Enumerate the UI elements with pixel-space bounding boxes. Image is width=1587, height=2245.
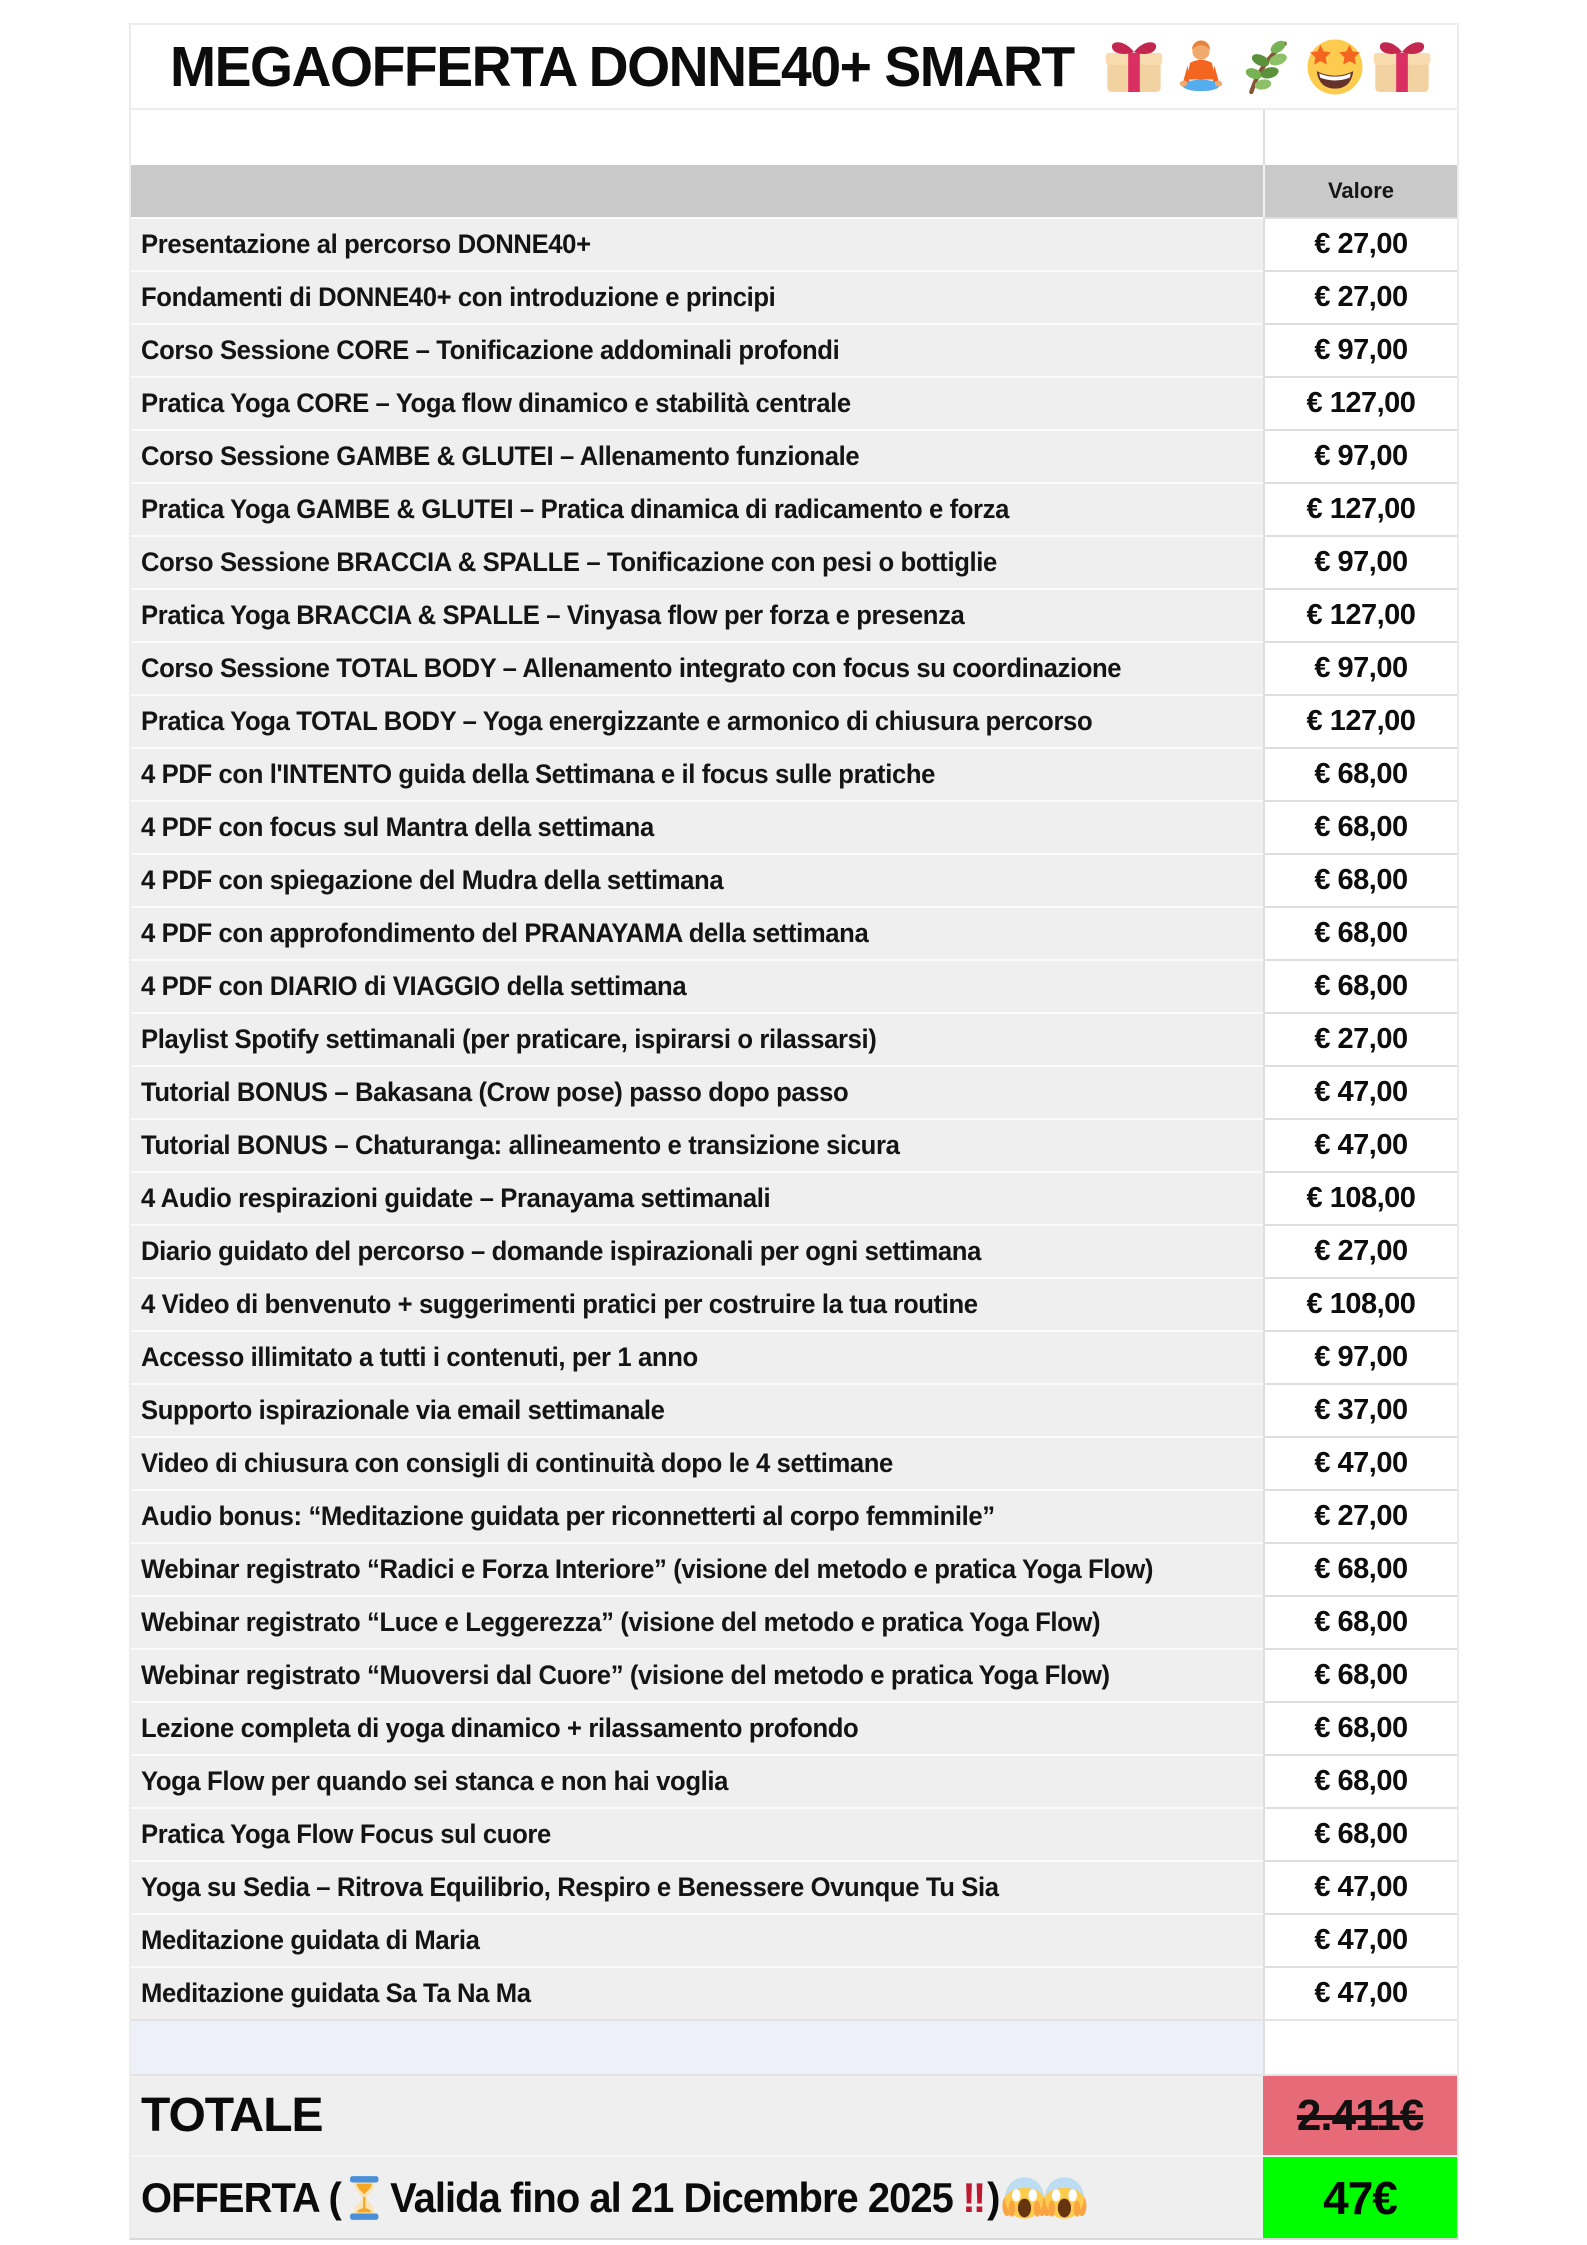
item-value-cell xyxy=(1263,1383,1457,1436)
item-value-cell xyxy=(1263,906,1457,959)
table-row xyxy=(131,535,1457,588)
page-title: MEGAOFFERTA DONNE40+ SMART xyxy=(170,34,1074,99)
item-label-cell xyxy=(131,1436,1263,1489)
item-value-cell xyxy=(1263,747,1457,800)
spacer-cell xyxy=(131,2019,1263,2074)
table-row xyxy=(131,1436,1457,1489)
table-row xyxy=(131,1807,1457,1860)
item-label: Diario guidato del percorso – domande ispirazionali per ogni settimana xyxy=(141,1236,981,1266)
item-value: € 97,00 xyxy=(1314,334,1408,366)
table-row xyxy=(131,1065,1457,1118)
table-row xyxy=(131,694,1457,747)
item-value: € 47,00 xyxy=(1314,1076,1408,1108)
item-label-cell xyxy=(131,1966,1263,2019)
total-label-cell xyxy=(131,2074,1263,2155)
item-label-cell xyxy=(131,747,1263,800)
item-label-cell xyxy=(131,535,1263,588)
item-label: Pratica Yoga BRACCIA & SPALLE – Vinyasa flow per forza e presenza xyxy=(141,600,965,630)
scream-icon xyxy=(1047,2174,1087,2222)
item-label: Corso Sessione GAMBE & GLUTEI – Allenamento funzionale xyxy=(141,441,860,471)
item-value: € 68,00 xyxy=(1314,1765,1408,1797)
item-value: € 27,00 xyxy=(1314,228,1408,260)
table-row xyxy=(131,853,1457,906)
item-label-cell xyxy=(131,641,1263,694)
item-label: Supporto ispirazionale via email settimanale xyxy=(141,1395,665,1425)
item-value: € 97,00 xyxy=(1314,440,1408,472)
title-icons xyxy=(1104,37,1432,97)
table-row xyxy=(131,1701,1457,1754)
item-label: Tutorial BONUS – Bakasana (Crow pose) passo dopo passo xyxy=(141,1077,849,1107)
item-label: 4 PDF con spiegazione del Mudra della settimana xyxy=(141,865,724,895)
item-label-cell xyxy=(131,1330,1263,1383)
offer-price: 47€ xyxy=(1323,2171,1397,2224)
item-label-cell xyxy=(131,1383,1263,1436)
item-label-cell xyxy=(131,1542,1263,1595)
table-row xyxy=(131,1913,1457,1966)
item-value: € 68,00 xyxy=(1314,917,1408,949)
offer-prefix: OFFERTA ( xyxy=(141,2173,341,2221)
star-struck-icon xyxy=(1305,37,1365,97)
spacer-row xyxy=(131,110,1457,165)
item-label: Fondamenti di DONNE40+ con introduzione e principi xyxy=(141,282,776,312)
item-label: Lezione completa di yoga dinamico + rilassamento profondo xyxy=(141,1713,859,1743)
offer-line xyxy=(141,2174,1087,2222)
item-value: € 27,00 xyxy=(1314,1500,1408,1532)
item-value-cell xyxy=(1263,1807,1457,1860)
total-value-strikethrough: 2.411€ xyxy=(1296,2090,1424,2140)
item-value: € 127,00 xyxy=(1306,493,1416,525)
lavender-spacer-row xyxy=(131,2019,1457,2074)
spacer-cell xyxy=(1263,110,1457,165)
item-value: € 47,00 xyxy=(1314,1924,1408,1956)
item-value: € 47,00 xyxy=(1314,1871,1408,1903)
item-value-cell xyxy=(1263,588,1457,641)
table-row xyxy=(131,1171,1457,1224)
item-label: Webinar registrato “Muoversi dal Cuore” (visione del metodo e pratica Yoga Flow) xyxy=(141,1660,1110,1690)
item-value: € 68,00 xyxy=(1314,970,1408,1002)
item-label-cell xyxy=(131,1224,1263,1277)
total-row xyxy=(131,2074,1457,2155)
item-value-cell xyxy=(1263,1171,1457,1224)
item-value: € 97,00 xyxy=(1314,652,1408,684)
item-label-cell xyxy=(131,1118,1263,1171)
item-value-cell xyxy=(1263,376,1457,429)
item-label-cell xyxy=(131,482,1263,535)
item-label-cell xyxy=(131,1913,1263,1966)
item-label: Video di chiusura con consigli di continuità dopo le 4 settimane xyxy=(141,1448,893,1478)
offer-suffix: ) xyxy=(987,2173,1000,2221)
item-value: € 97,00 xyxy=(1314,1341,1408,1373)
item-value-cell xyxy=(1263,482,1457,535)
item-label: 4 PDF con l'INTENTO guida della Settimana e il focus sulle pratiche xyxy=(141,759,936,789)
table-row xyxy=(131,1542,1457,1595)
table-row xyxy=(131,1489,1457,1542)
item-label: Yoga su Sedia – Ritrova Equilibrio, Respiro e Benessere Ovunque Tu Sia xyxy=(141,1872,999,1902)
table-row xyxy=(131,1966,1457,2019)
item-value-cell xyxy=(1263,323,1457,376)
item-value-cell xyxy=(1263,1118,1457,1171)
item-label-cell xyxy=(131,1648,1263,1701)
item-value-cell xyxy=(1263,1648,1457,1701)
item-label: 4 PDF con focus sul Mantra della settimana xyxy=(141,812,654,842)
item-value: € 108,00 xyxy=(1306,1288,1416,1320)
offer-row xyxy=(131,2155,1457,2238)
item-value: € 68,00 xyxy=(1314,1659,1408,1691)
item-value: € 68,00 xyxy=(1314,1553,1408,1585)
spacer-cell xyxy=(1263,2019,1457,2074)
item-label: Pratica Yoga TOTAL BODY – Yoga energizzante e armonico di chiusura percorso xyxy=(141,706,1093,736)
item-value-cell xyxy=(1263,1436,1457,1489)
item-label: Pratica Yoga Flow Focus sul cuore xyxy=(141,1819,551,1849)
item-label: 4 PDF con approfondimento del PRANAYAMA della settimana xyxy=(141,918,869,948)
item-value: € 47,00 xyxy=(1314,1447,1408,1479)
table-row xyxy=(131,588,1457,641)
item-label: Corso Sessione CORE – Tonificazione addominali profondi xyxy=(141,335,840,365)
gift-icon xyxy=(1372,37,1432,97)
table-row xyxy=(131,641,1457,694)
total-label: TOTALE xyxy=(141,2089,323,2142)
herb-icon xyxy=(1238,37,1298,97)
offer-label-cell xyxy=(131,2155,1263,2238)
item-label-cell xyxy=(131,694,1263,747)
item-value-cell xyxy=(1263,217,1457,270)
item-value: € 27,00 xyxy=(1314,1023,1408,1055)
item-value-cell xyxy=(1263,1542,1457,1595)
item-value: € 68,00 xyxy=(1314,1606,1408,1638)
table-row xyxy=(131,1754,1457,1807)
item-label: Presentazione al percorso DONNE40+ xyxy=(141,229,591,259)
item-label-cell xyxy=(131,1807,1263,1860)
item-label: Yoga Flow per quando sei stanca e non hai voglia xyxy=(141,1766,729,1796)
double-exclamation-icon: !! xyxy=(962,2173,984,2221)
spacer-cell xyxy=(131,110,1263,165)
item-label: Webinar registrato “Radici e Forza Interiore” (visione del metodo e pratica Yoga Flow) xyxy=(141,1554,1154,1584)
item-value: € 108,00 xyxy=(1306,1182,1416,1214)
item-value: € 127,00 xyxy=(1306,599,1416,631)
title-bar xyxy=(129,23,1459,110)
item-value-cell xyxy=(1263,535,1457,588)
table-row xyxy=(131,1224,1457,1277)
item-value: € 127,00 xyxy=(1306,705,1416,737)
item-value-cell xyxy=(1263,270,1457,323)
item-value-cell xyxy=(1263,429,1457,482)
item-value: € 127,00 xyxy=(1306,387,1416,419)
item-value-cell xyxy=(1263,1330,1457,1383)
item-label: Pratica Yoga GAMBE & GLUTEI – Pratica dinamica di radicamento e forza xyxy=(141,494,1009,524)
item-label-cell xyxy=(131,323,1263,376)
item-value-cell xyxy=(1263,1224,1457,1277)
item-label-cell xyxy=(131,906,1263,959)
header-empty-cell xyxy=(131,165,1263,217)
item-label-cell xyxy=(131,588,1263,641)
item-value: € 37,00 xyxy=(1314,1394,1408,1426)
table-header-row xyxy=(131,165,1457,217)
gift-icon xyxy=(1104,37,1164,97)
item-value-cell xyxy=(1263,1595,1457,1648)
table-row xyxy=(131,800,1457,853)
item-label-cell xyxy=(131,1489,1263,1542)
item-value: € 27,00 xyxy=(1314,281,1408,313)
hourglass-icon xyxy=(341,2175,390,2221)
item-label-cell xyxy=(131,1701,1263,1754)
item-label: 4 Video di benvenuto + suggerimenti pratici per costruire la tua routine xyxy=(141,1289,978,1319)
item-value: € 68,00 xyxy=(1314,758,1408,790)
value-table xyxy=(129,110,1459,2240)
total-value-cell xyxy=(1263,2074,1457,2155)
table-row xyxy=(131,1118,1457,1171)
item-value: € 47,00 xyxy=(1314,1977,1408,2009)
item-label-cell xyxy=(131,1277,1263,1330)
item-label-cell xyxy=(131,959,1263,1012)
item-value: € 68,00 xyxy=(1314,864,1408,896)
item-label: 4 PDF con DIARIO di VIAGGIO della settimana xyxy=(141,971,687,1001)
table-row xyxy=(131,482,1457,535)
item-value-cell xyxy=(1263,959,1457,1012)
header-value-cell xyxy=(1263,165,1457,217)
item-value-cell xyxy=(1263,1277,1457,1330)
item-label: Accesso illimitato a tutti i contenuti, per 1 anno xyxy=(141,1342,698,1372)
item-value: € 68,00 xyxy=(1314,1818,1408,1850)
item-label-cell xyxy=(131,270,1263,323)
table-row xyxy=(131,376,1457,429)
table-row xyxy=(131,1330,1457,1383)
table-row xyxy=(131,747,1457,800)
table-row xyxy=(131,1648,1457,1701)
item-label: Tutorial BONUS – Chaturanga: allineamento e transizione sicura xyxy=(141,1130,900,1160)
table-row xyxy=(131,217,1457,270)
item-label: Corso Sessione TOTAL BODY – Allenamento integrato con focus su coordinazione xyxy=(141,653,1122,683)
item-label-cell xyxy=(131,800,1263,853)
item-value-cell xyxy=(1263,1860,1457,1913)
item-value-cell xyxy=(1263,1012,1457,1065)
item-value-cell xyxy=(1263,853,1457,906)
item-label: Corso Sessione BRACCIA & SPALLE – Tonificazione con pesi o bottiglie xyxy=(141,547,997,577)
lotus-person-icon xyxy=(1171,37,1231,97)
table-row xyxy=(131,429,1457,482)
item-value-cell xyxy=(1263,694,1457,747)
item-label: Meditazione guidata Sa Ta Na Ma xyxy=(141,1978,531,2008)
item-label: 4 Audio respirazioni guidate – Pranayama settimanali xyxy=(141,1183,771,1213)
item-label-cell xyxy=(131,853,1263,906)
item-label: Webinar registrato “Luce e Leggerezza” (visione del metodo e pratica Yoga Flow) xyxy=(141,1607,1101,1637)
table-row xyxy=(131,323,1457,376)
item-value: € 47,00 xyxy=(1314,1129,1408,1161)
item-value: € 68,00 xyxy=(1314,811,1408,843)
item-label-cell xyxy=(131,1012,1263,1065)
item-value: € 97,00 xyxy=(1314,546,1408,578)
item-label-cell xyxy=(131,1065,1263,1118)
table-row xyxy=(131,1860,1457,1913)
table-row xyxy=(131,906,1457,959)
item-label-cell xyxy=(131,376,1263,429)
table-row xyxy=(131,270,1457,323)
item-label-cell xyxy=(131,1860,1263,1913)
table-row xyxy=(131,1595,1457,1648)
item-label: Pratica Yoga CORE – Yoga flow dinamico e stabilità centrale xyxy=(141,388,851,418)
item-value-cell xyxy=(1263,1913,1457,1966)
offer-value-cell xyxy=(1263,2155,1457,2238)
table-row xyxy=(131,1012,1457,1065)
item-label: Meditazione guidata di Maria xyxy=(141,1925,480,1955)
items-container xyxy=(131,217,1457,2019)
item-label-cell xyxy=(131,1595,1263,1648)
item-value-cell xyxy=(1263,1966,1457,2019)
item-label-cell xyxy=(131,1171,1263,1224)
item-label-cell xyxy=(131,429,1263,482)
item-value: € 27,00 xyxy=(1314,1235,1408,1267)
item-label-cell xyxy=(131,217,1263,270)
table-row xyxy=(131,959,1457,1012)
pricing-card xyxy=(129,23,1459,2240)
table-row xyxy=(131,1277,1457,1330)
item-label: Audio bonus: “Meditazione guidata per riconnetterti al corpo femminile” xyxy=(141,1501,995,1531)
item-value-cell xyxy=(1263,800,1457,853)
item-value-cell xyxy=(1263,641,1457,694)
offer-validity: Valida fino al 21 Dicembre 2025 xyxy=(390,2173,953,2221)
table-row xyxy=(131,1383,1457,1436)
item-value-cell xyxy=(1263,1701,1457,1754)
item-value-cell xyxy=(1263,1489,1457,1542)
item-value-cell xyxy=(1263,1754,1457,1807)
item-value-cell xyxy=(1263,1065,1457,1118)
offer-end-icons xyxy=(1007,2174,1087,2222)
item-label-cell xyxy=(131,1754,1263,1807)
value-column-header: Valore xyxy=(1327,178,1395,203)
item-label: Playlist Spotify settimanali (per praticare, ispirarsi o rilassarsi) xyxy=(141,1024,877,1054)
item-value: € 68,00 xyxy=(1314,1712,1408,1744)
